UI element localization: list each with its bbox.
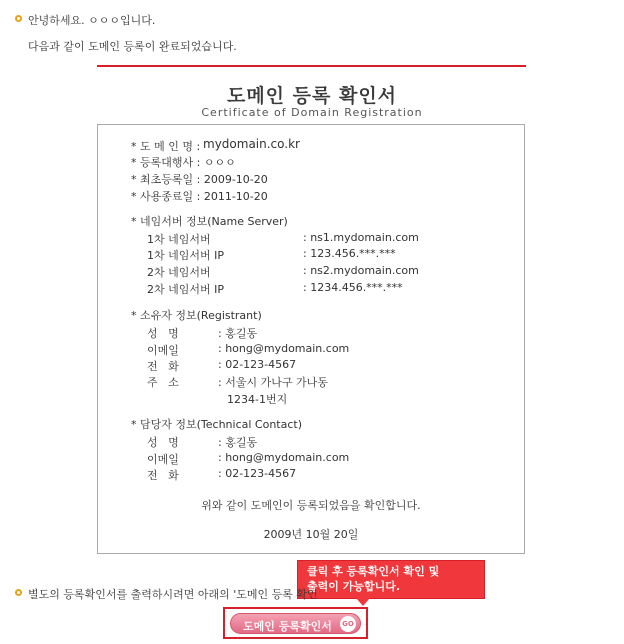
tooltip-line1: 클릭 후 등록확인서 확인 및: [307, 565, 440, 578]
intro-text: 다음과 같이 도메인 등록이 완료되었습니다.: [28, 40, 237, 53]
registrant-row-label: 주 소: [147, 376, 179, 389]
bullet-icon: [15, 589, 22, 596]
view-certificate-button-label: 도메인 등록확인서: [243, 620, 332, 633]
registrant-row-label: 이메일: [147, 344, 179, 357]
ns-row-label: 1차 네임서버: [147, 233, 211, 246]
registrant-row-value: : 02-123-4567: [218, 358, 297, 371]
tech-row-value: : 02-123-4567: [218, 467, 297, 480]
ns-row-value: : 1234.456.***.***: [303, 281, 403, 294]
registrant-row-value: : 홍길동: [218, 327, 258, 340]
tech-row-value: : 홍길동: [218, 436, 258, 449]
confirm-text: 위와 같이 도메인이 등록되었음을 확인합니다.: [201, 499, 421, 512]
certificate-box: [97, 124, 525, 554]
expire-date-text: * 사용종료일 : 2011-10-20: [131, 190, 268, 203]
registrant-row-label: 전 화: [147, 360, 179, 373]
tech-row-value: : hong@mydomain.com: [218, 451, 350, 464]
go-icon: GO: [340, 616, 356, 632]
registrar-text: * 등록대행사 : ㅇㅇㅇ: [131, 156, 236, 169]
view-certificate-button[interactable]: [230, 613, 361, 634]
domain-label: * 도 메 인 명 :: [131, 140, 201, 153]
tooltip-arrow-icon: [356, 598, 370, 606]
title-divider: [97, 65, 526, 67]
certificate-title: 도메인 등록 확인서: [226, 85, 398, 107]
tooltip-line2: 출력이 가능합니다.: [307, 580, 401, 593]
ns-row-value: : 123.456.***.***: [303, 247, 396, 260]
tech-contact-header: * 담당자 정보(Technical Contact): [131, 418, 303, 431]
registrant-row-label: 성 명: [147, 327, 179, 340]
ns-row-label: 2차 네임서버: [147, 266, 211, 279]
ns-row-label: 1차 네임서버 IP: [147, 249, 224, 262]
print-notice-text: 별도의 등록확인서를 출력하시려면 아래의 '도메인 등록 확인: [28, 588, 318, 601]
first-registration-text: * 최초등록일 : 2009-10-20: [131, 173, 268, 186]
certificate-subtitle: Certificate of Domain Registration: [201, 106, 423, 119]
name-server-header: * 네임서버 정보(Name Server): [131, 215, 288, 228]
registrant-row-value: : 서울시 가나구 가나동: [218, 376, 328, 389]
ns-row-value: : ns1.mydomain.com: [303, 231, 419, 244]
registrant-header: * 소유자 정보(Registrant): [131, 309, 262, 322]
address-line2: 1234-1번지: [227, 393, 288, 406]
ns-row-label: 2차 네임서버 IP: [147, 283, 224, 296]
tooltip-callout: [297, 560, 485, 599]
bullet-icon: [15, 15, 22, 22]
registrant-row-value: : hong@mydomain.com: [218, 342, 350, 355]
tech-row-label: 전 화: [147, 469, 179, 482]
ns-row-value: : ns2.mydomain.com: [303, 264, 419, 277]
certificate-button-highlight: [223, 607, 368, 639]
certificate-date: 2009년 10월 20일: [263, 528, 359, 541]
tech-row-label: 성 명: [147, 436, 179, 449]
greeting-text: 안녕하세요. ㅇㅇㅇ입니다.: [28, 14, 156, 27]
domain-value: mydomain.co.kr: [203, 137, 300, 151]
tech-row-label: 이메일: [147, 453, 179, 466]
